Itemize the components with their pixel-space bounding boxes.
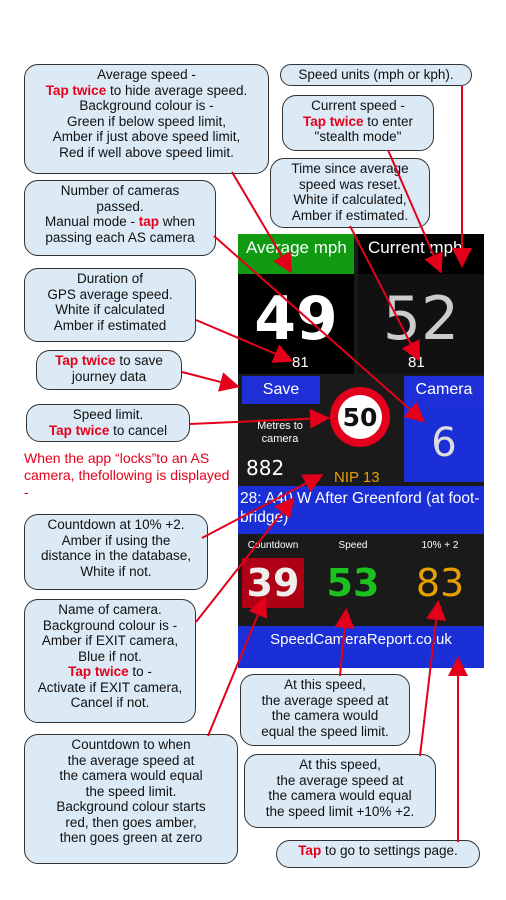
speed-limit-sign[interactable] <box>330 387 390 447</box>
speed-header: Speed <box>338 540 368 551</box>
callout-line <box>29 302 191 318</box>
callout-line <box>29 83 264 99</box>
settings-callout <box>276 840 480 868</box>
callout-text: Tap <box>298 843 322 858</box>
callout-text: passing each AS camera <box>45 229 195 245</box>
callout-text: tap <box>135 214 160 229</box>
callout-text: the average speed at <box>261 692 389 708</box>
callout-line <box>29 230 211 246</box>
countdown-value: 39 <box>242 558 304 608</box>
callout-line <box>245 724 405 740</box>
callout-line <box>287 114 429 130</box>
callout-line <box>31 407 185 423</box>
callout-line <box>41 353 177 369</box>
callout-text: Average speed - <box>97 67 196 82</box>
callout-text: to go to settings page. <box>321 843 458 858</box>
callout-line <box>29 564 203 580</box>
callout-line <box>245 677 405 693</box>
camera-name-callout <box>24 599 196 723</box>
countdown-header: Countdown <box>247 540 299 551</box>
callout-line <box>29 602 191 618</box>
callout-line <box>29 799 233 815</box>
callout-text: the average speed at <box>67 752 195 768</box>
callout-line <box>29 114 264 130</box>
callout-line <box>29 98 264 114</box>
callout-text: Tap twice <box>45 82 107 98</box>
app-screen <box>238 234 484 668</box>
callout-text: Duration of <box>76 271 144 286</box>
callout-text: red, then goes amber, <box>65 814 197 830</box>
plus-header: 10% + 2 <box>421 540 459 551</box>
callout-text: to an AS camera, the <box>24 450 210 483</box>
callout-text: Blue if not. <box>78 648 142 664</box>
callout-line <box>249 757 431 773</box>
callout-text: Countdown at 10% +2. <box>47 517 185 532</box>
callout-text: Tap twice <box>55 353 116 368</box>
callout-line <box>29 214 211 230</box>
callout-line <box>31 423 185 439</box>
locks-heading <box>24 450 232 501</box>
callout-text: Speed limit. <box>72 407 144 422</box>
time-since-reset: 81 <box>408 354 425 371</box>
callout-line <box>29 129 264 145</box>
callout-text: Background colour is - <box>42 617 178 633</box>
callout-text: speed was reset. <box>298 176 402 192</box>
callout-text: Tap twice <box>48 422 110 438</box>
countdown-zero-callout <box>24 734 238 864</box>
camera-name-bar[interactable]: 28: A40 W After Greenford (at foot-bridge) <box>238 486 484 534</box>
callout-line <box>287 98 429 114</box>
callout-text: distance in the database, <box>40 548 192 563</box>
callout-text: White if calculated, <box>293 192 407 207</box>
callout-line <box>29 633 191 649</box>
arrow-save <box>182 372 236 386</box>
speed-units-callout: Speed units (mph or kph). <box>280 64 472 86</box>
callout-line <box>29 830 233 846</box>
callout-text: Red if well above speed limit. <box>59 144 234 160</box>
camera-button[interactable]: Camera <box>404 376 484 404</box>
cameras-passed-callout <box>24 180 216 256</box>
callout-line <box>275 161 425 177</box>
callout-text: Amber if just above speed limit, <box>52 129 241 144</box>
callout-text: Manual mode - <box>44 214 135 229</box>
callout-line <box>29 753 233 769</box>
average-speed-panel[interactable] <box>238 274 354 374</box>
callout-line <box>275 192 425 208</box>
callout-line <box>245 693 405 709</box>
callout-text: Background colour is - <box>79 98 214 113</box>
target-speed-value: 53 <box>326 561 380 605</box>
callout-text: the camera would equal <box>268 788 412 803</box>
callout-line <box>275 208 425 224</box>
callout-text: to enter <box>363 113 414 129</box>
average-duration: 81 <box>292 354 309 371</box>
callout-line <box>29 618 191 634</box>
current-speed-value: 52 <box>382 284 460 354</box>
speed-limit-callout <box>26 404 190 442</box>
callout-text: the speed limit. <box>85 783 177 799</box>
callout-line <box>29 183 211 199</box>
callout-line <box>29 695 191 711</box>
callout-text: to cancel <box>109 422 168 438</box>
callout-text: to - <box>128 664 152 679</box>
callout-line <box>29 737 233 753</box>
settings-link-bar[interactable]: SpeedCameraReport.co.uk <box>238 626 484 668</box>
callout-text: Green if below speed limit, <box>66 113 227 129</box>
callout-text: following is displayed - <box>24 467 230 500</box>
callout-text: Activate if EXIT camera, <box>37 679 183 695</box>
callout-line <box>24 450 156 466</box>
countdown-10-callout <box>24 514 208 590</box>
callout-text: At this speed, <box>284 677 366 692</box>
callout-line <box>29 318 191 334</box>
callout-line <box>29 784 233 800</box>
callout-text: Amber if EXIT camera, <box>41 633 179 648</box>
callout-text: passed. <box>96 198 144 214</box>
callout-text: Countdown to when <box>71 737 191 752</box>
callout-text: the camera would <box>271 708 379 723</box>
callout-line <box>29 67 264 83</box>
speed-limit-value: 50 <box>338 395 382 439</box>
callout-text: journey data <box>71 368 147 384</box>
callout-text: equal the speed limit. <box>261 723 389 739</box>
callout-text: Background colour starts <box>56 799 206 814</box>
callout-line <box>29 533 203 549</box>
callout-line <box>29 517 203 533</box>
callout-text: Current speed - <box>311 98 405 113</box>
callout-text: Time since average <box>291 161 409 176</box>
current-speed-header[interactable]: Current mph <box>358 234 484 274</box>
callout-text: when <box>159 214 196 229</box>
save-callout <box>36 350 182 390</box>
callout-line <box>249 788 431 804</box>
callout-text: the speed limit +10% +2. <box>265 803 415 819</box>
callout-text: to save <box>115 353 163 368</box>
at-speed-plus-callout <box>244 754 436 828</box>
callout-line <box>29 271 191 287</box>
cameras-passed-count[interactable]: 6 <box>404 404 484 482</box>
callout-line <box>29 664 191 680</box>
metres-to-camera-value: 882 <box>246 456 285 480</box>
callout-line <box>29 680 191 696</box>
callout-text: When the app “locks” <box>24 450 157 466</box>
callout-line <box>245 708 405 724</box>
callout-line <box>41 369 177 385</box>
callout-line <box>29 768 233 784</box>
callout-text: Cancel if not. <box>70 695 150 710</box>
callout-line <box>29 145 264 161</box>
average-speed-header[interactable]: Average mph <box>238 234 354 274</box>
callout-text: the camera would equal <box>59 768 203 783</box>
average-speed-value: 49 <box>254 284 338 354</box>
current-speed-panel[interactable] <box>358 274 484 374</box>
callout-line <box>29 815 233 831</box>
plus-speed-value: 83 <box>415 561 465 605</box>
callout-line <box>29 287 191 303</box>
callout-text: to hide average speed. <box>106 82 248 98</box>
callout-line <box>29 199 211 215</box>
metres-to-camera-label: Metres to camera <box>257 420 303 445</box>
callout-text: Amber if estimated. <box>291 207 409 223</box>
callout-text: Tap twice <box>68 664 129 679</box>
callout-line <box>29 649 191 665</box>
callout-line <box>275 177 425 193</box>
callout-text: At this speed, <box>299 757 381 772</box>
current-speed-callout <box>282 95 434 151</box>
callout-text: Tap twice <box>302 113 364 129</box>
callout-text: GPS average speed. <box>47 286 173 302</box>
callout-line <box>29 548 203 564</box>
save-button[interactable]: Save <box>242 376 320 404</box>
average-speed-callout <box>24 64 269 174</box>
callout-text: Name of camera. <box>58 602 162 617</box>
callout-text: White if not. <box>80 563 152 579</box>
callout-line <box>249 804 431 820</box>
nip-label: NIP 13 <box>334 469 380 486</box>
callout-text: Amber if estimated <box>53 317 167 333</box>
callout-line <box>249 773 431 789</box>
callout-text: then goes green at zero <box>59 830 203 845</box>
callout-line <box>287 129 429 145</box>
callout-text: the average speed at <box>276 772 404 788</box>
duration-callout <box>24 268 196 342</box>
callout-text: Number of cameras <box>60 183 180 198</box>
callout-line <box>281 843 475 859</box>
time-since-reset-callout <box>270 158 430 228</box>
callout-text: Amber if using the <box>61 532 171 548</box>
at-this-speed-callout <box>240 674 410 746</box>
callout-text: "stealth mode" <box>314 129 402 144</box>
callout-text: White if calculated <box>55 302 165 317</box>
